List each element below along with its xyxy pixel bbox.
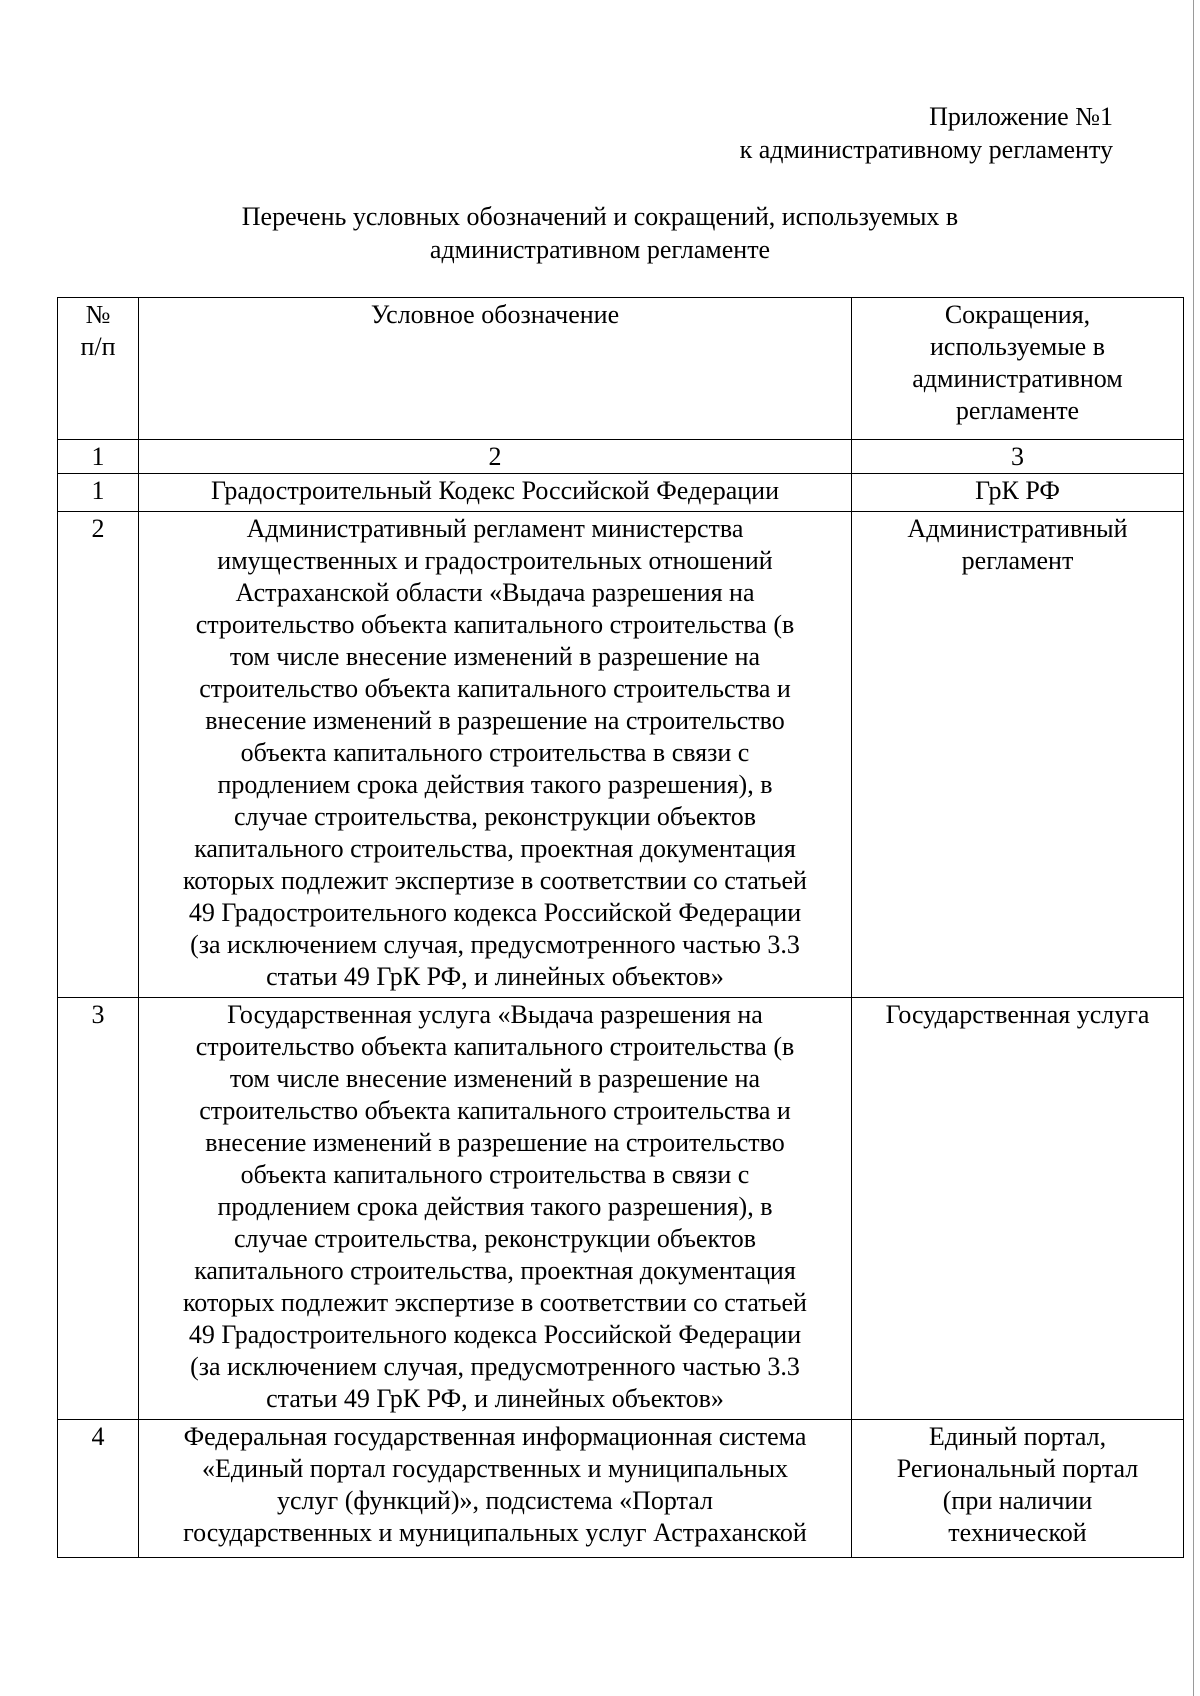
title-line-2: административном регламенте <box>429 235 771 264</box>
row-number-cell: 3 <box>58 998 139 1420</box>
row-abbreviation-cell <box>852 474 1184 512</box>
header-num-line: № <box>85 300 111 329</box>
column-number-cell: 1 <box>58 440 139 474</box>
header-cell-designation <box>139 298 852 440</box>
abbreviation-line: Государственная услуга <box>885 1000 1150 1029</box>
designation-line: капитального строительства, проектная документация <box>194 834 796 863</box>
designation-line: услуг (функций)», подсистема «Портал <box>277 1486 713 1515</box>
header-abbreviation-line: используемые в <box>929 332 1106 361</box>
appendix-line-1: Приложение №1 <box>929 102 1113 131</box>
abbreviation-line: (при наличии <box>942 1486 1093 1515</box>
designation-line: (за исключением случая, предусмотренного частью 3.3 <box>190 1352 800 1381</box>
designation-line: строительство объекта капитального строительства и <box>199 1096 791 1125</box>
row-abbreviation-cell <box>852 1420 1184 1558</box>
designation-line: том числе внесение изменений в разрешение на <box>229 1064 761 1093</box>
table-header-row <box>58 298 1184 440</box>
abbreviation-line: Единый портал, <box>928 1422 1107 1451</box>
title-line-1: Перечень условных обозначений и сокращений, используемых в <box>241 202 959 231</box>
row-designation-cell <box>139 1420 852 1558</box>
header-abbreviation-line: Сокращения, <box>944 300 1091 329</box>
row-abbreviation-cell <box>852 512 1184 998</box>
designation-line: строительство объекта капитального строительства и <box>199 674 791 703</box>
designation-line: статьи 49 ГрК РФ, и линейных объектов» <box>266 962 724 991</box>
designation-line: Федеральная государственная информационная система <box>183 1422 807 1451</box>
row-number-cell: 2 <box>58 512 139 998</box>
abbreviation-line: регламент <box>961 546 1074 575</box>
row-designation-cell <box>139 474 852 512</box>
designation-line: статьи 49 ГрК РФ, и линейных объектов» <box>266 1384 724 1413</box>
designation-line: Астраханской области «Выдача разрешения на <box>235 578 755 607</box>
table-row <box>58 512 1184 998</box>
designation-line: внесение изменений в разрешение на строительство <box>205 706 785 735</box>
designation-line: которых подлежит экспертизе в соответствии со статьей <box>183 866 807 895</box>
designation-line: имущественных и градостроительных отношений <box>217 546 773 575</box>
designation-line: строительство объекта капитального строительства (в <box>195 610 795 639</box>
designation-line: случае строительства, реконструкции объектов <box>233 802 757 831</box>
designation-line: строительство объекта капитального строительства (в <box>195 1032 795 1061</box>
row-abbreviation-cell <box>852 998 1184 1420</box>
document-title <box>120 200 1080 266</box>
abbreviation-line: Региональный портал <box>896 1454 1139 1483</box>
row-designation-cell <box>139 512 852 998</box>
designation-line: продлением срока действия такого разрешения), в <box>217 770 773 799</box>
designation-line: государственных и муниципальных услуг Астраханской <box>183 1518 807 1547</box>
header-cell-num <box>58 298 139 440</box>
designation-line: том числе внесение изменений в разрешение на <box>229 642 761 671</box>
designation-line: капитального строительства, проектная документация <box>194 1256 796 1285</box>
designation-line: Градостроительный Кодекс Российской Федерации <box>211 476 779 505</box>
designation-line: 49 Градостроительного кодекса Российской Федерации <box>188 1320 802 1349</box>
header-cell-abbreviation <box>852 298 1184 440</box>
appendix-line-2: к административному регламенту <box>739 135 1113 164</box>
abbreviations-table <box>57 297 1184 1558</box>
designation-line: внесение изменений в разрешение на строительство <box>205 1128 785 1157</box>
row-number-cell: 1 <box>58 474 139 512</box>
column-number-row <box>58 440 1184 474</box>
designation-line: продлением срока действия такого разрешения), в <box>217 1192 773 1221</box>
column-number-cell: 3 <box>852 440 1184 474</box>
designation-line: (за исключением случая, предусмотренного частью 3.3 <box>190 930 800 959</box>
table-row <box>58 998 1184 1420</box>
row-number-cell: 4 <box>58 1420 139 1558</box>
header-designation-label: Условное обозначение <box>370 300 620 329</box>
designation-line: Административный регламент министерства <box>246 514 744 543</box>
page-edge <box>1193 0 1200 1696</box>
header-abbreviation-line: административном <box>912 364 1123 393</box>
table-row <box>58 1420 1184 1558</box>
abbreviation-line: технической <box>948 1518 1087 1547</box>
designation-line: 49 Градостроительного кодекса Российской Федерации <box>188 898 802 927</box>
header-num-line: п/п <box>80 332 116 361</box>
appendix-header <box>700 100 1113 166</box>
designation-line: «Единый портал государственных и муниципальных <box>201 1454 789 1483</box>
header-abbreviation-line: регламенте <box>955 396 1080 425</box>
table-row <box>58 474 1184 512</box>
designation-line: случае строительства, реконструкции объектов <box>233 1224 757 1253</box>
designation-line: объекта капитального строительства в связи с <box>240 738 750 767</box>
row-designation-cell <box>139 998 852 1420</box>
designation-line: объекта капитального строительства в связи с <box>240 1160 750 1189</box>
designation-line: которых подлежит экспертизе в соответствии со статьей <box>183 1288 807 1317</box>
column-number-cell: 2 <box>139 440 852 474</box>
abbreviation-line: ГрК РФ <box>975 476 1060 505</box>
designation-line: Государственная услуга «Выдача разрешения на <box>227 1000 763 1029</box>
abbreviation-line: Административный <box>907 514 1128 543</box>
